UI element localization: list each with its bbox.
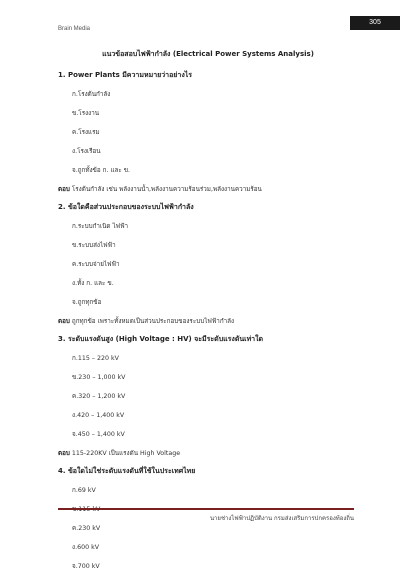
q2-option-b: ข.ระบบส่งไฟฟ้า <box>72 242 116 249</box>
answer-label: ตอบ <box>58 318 70 325</box>
answer-text: 115-220KV เป็นแรงดัน High Voltage <box>71 450 181 457</box>
q3-option-d: ง.420 – 1,400 kV <box>72 412 125 419</box>
q2-answer <box>58 316 358 326</box>
q2-option-d: ง.ทั้ง ก. และ ข. <box>72 280 114 287</box>
q3-option-a: ก.115 – 220 kV <box>72 355 119 362</box>
question-3: 3. ระดับแรงดันสูง (High Voltage : HV) จะมีระดับแรงดันเท่าใด <box>58 335 264 343</box>
q3-option-b: ข.230 – 1,000 kV <box>72 374 126 381</box>
exam-content <box>58 49 358 580</box>
q4-option-e: จ.700 kV <box>72 563 100 570</box>
question-2: 2. ข้อใดคือส่วนประกอบของระบบไฟฟ้ากำลัง <box>58 203 194 211</box>
answer-label: ตอบ <box>58 450 70 457</box>
question-4: 4. ข้อใดไม่ใช่ระดับแรงดันที่ใช้ในประเทศไทย <box>58 467 196 475</box>
q3-option-c: ค.320 – 1,200 kV <box>72 393 126 400</box>
footer-text: นายช่างไฟฟ้าปฏิบัติงาน กรมส่งเสริมการปกครองท้องถิ่น <box>209 515 354 522</box>
q3-answer <box>58 448 358 458</box>
q2-option-e: จ.ถูกทุกข้อ <box>72 299 102 306</box>
q3-option-e: จ.450 – 1,400 kV <box>72 431 125 438</box>
footer-divider <box>58 508 354 510</box>
q4-option-d: ง.600 kV <box>72 544 100 551</box>
q4-option-a: ก.69 kV <box>72 487 96 494</box>
page-number-badge: 305 <box>350 16 400 30</box>
answer-text: โรงต้นกำลัง เช่น พลังงานน้ำ,พลังงานความร้อนร่วม,พลังงานความร้อน <box>71 186 262 193</box>
page-title: แนวข้อสอบไฟฟ้ากำลัง (Electrical Power Systems Analysis) <box>102 50 314 58</box>
q2-option-a: ก.ระบบกำเนิด ไฟฟ้า <box>72 223 129 230</box>
answer-label: ตอบ <box>58 186 70 193</box>
q1-option-e: จ.ถูกทั้งข้อ ก. และ ข. <box>72 167 131 174</box>
q1-option-d: ง.โรงเรือน <box>72 148 101 155</box>
answer-text: ถูกทุกข้อ เพราะทั้งหมดเป็นส่วนประกอบของระบบไฟฟ้ากำลัง <box>71 318 235 325</box>
publisher-label: Brain Media <box>58 26 91 32</box>
question-1: 1. Power Plants มีความหมายว่าอย่างไร <box>58 71 193 79</box>
q1-option-b: ข.โรงงาน <box>72 110 100 117</box>
q4-option-c: ค.230 kV <box>72 525 101 532</box>
q1-option-a: ก.โรงต้นกำลัง <box>72 91 111 98</box>
q2-option-c: ค.ระบบจ่ายไฟฟ้า <box>72 261 120 268</box>
q1-answer <box>58 184 358 194</box>
q1-option-c: ค.โรงแรม <box>72 129 100 136</box>
